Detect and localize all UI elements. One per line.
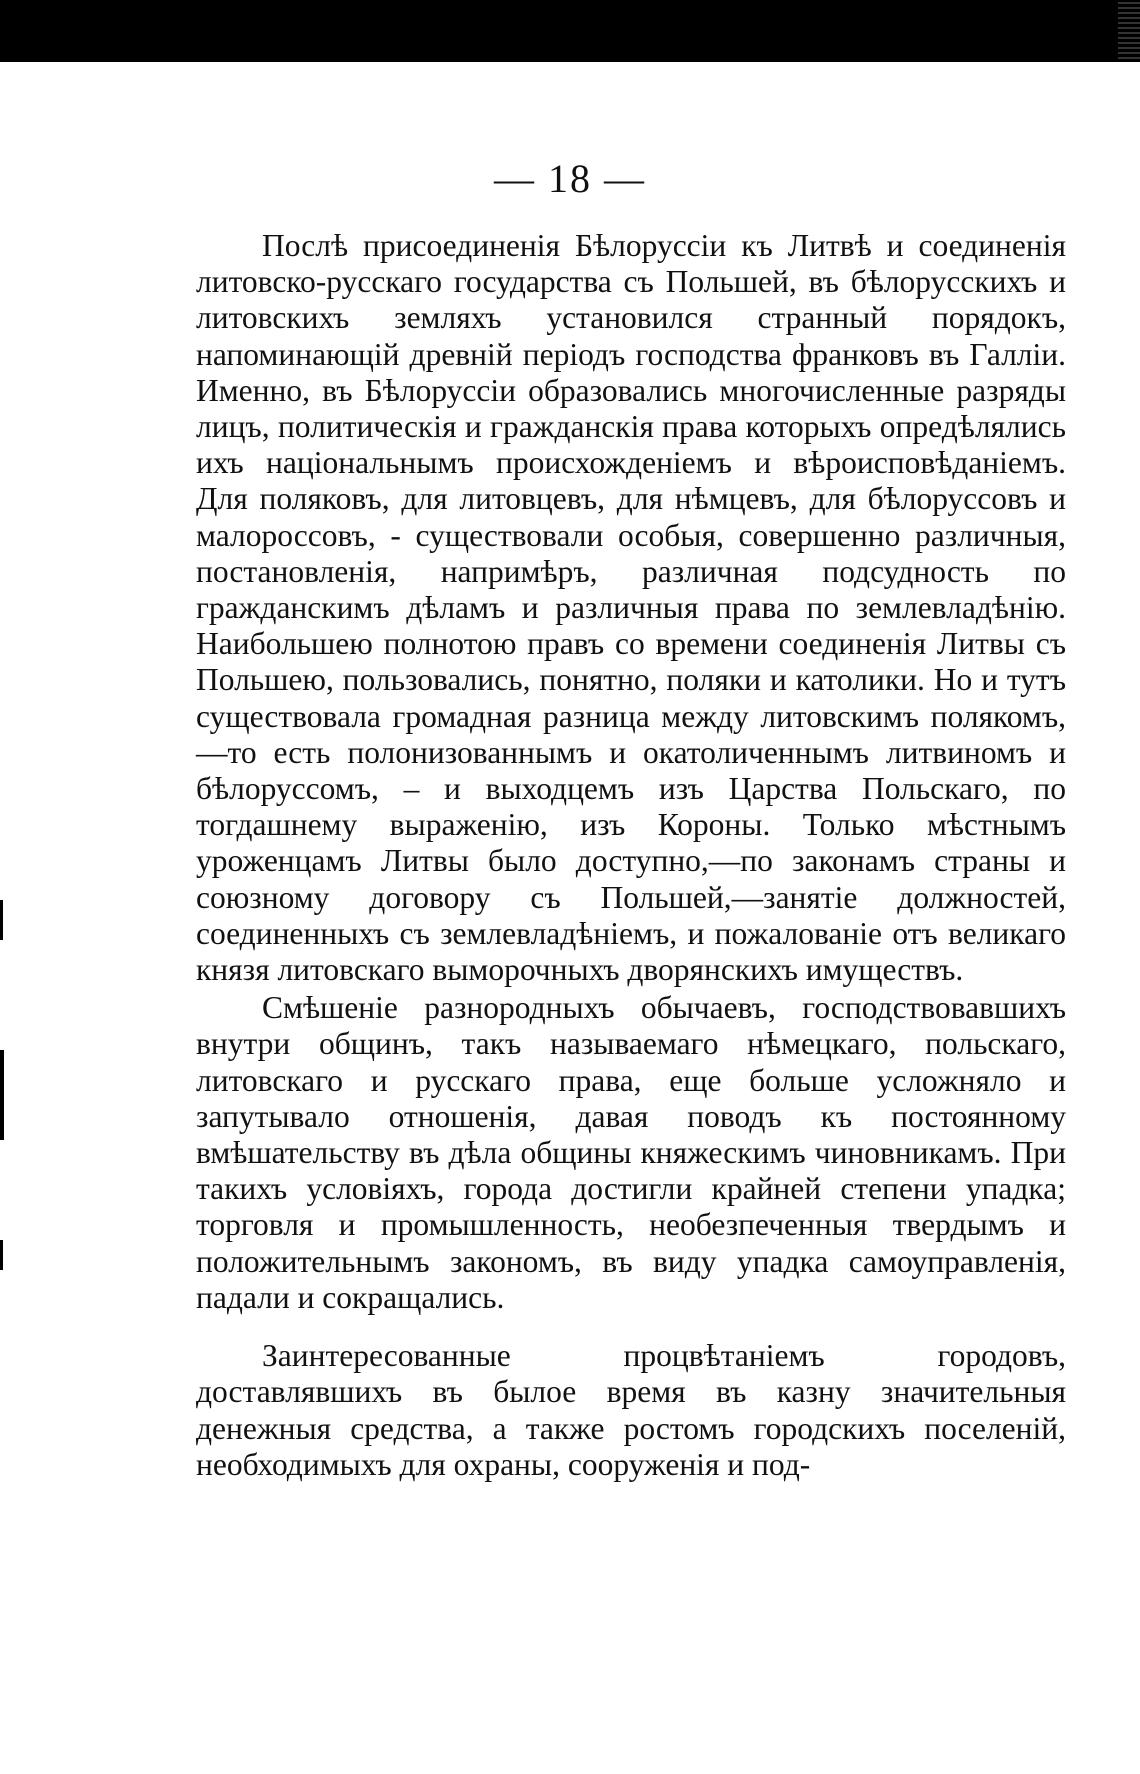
page-number: — 18 — (494, 156, 646, 201)
scan-edge-artifact (1118, 0, 1140, 62)
scan-margin-mark (0, 1240, 3, 1270)
paragraph-3: Заинтересованные процвѣтаніемъ городовъ, доставлявшихъ въ былое время въ казну значительныя денежныя средства, а также ростомъ городскихъ поселеній, необходимыхъ для охраны, сооруженія и под- (196, 1338, 1066, 1482)
body-text (196, 228, 1066, 1483)
scan-margin-mark (0, 1050, 4, 1140)
scan-top-border (0, 0, 1140, 62)
paragraph-2: Смѣшеніе разнородныхъ обычаевъ, господствовавшихъ внутри общинъ, такъ называемаго нѣмецкаго, польскаго, литовскаго и русскаго права, еще больше усложняло и запутывало отношенія, давая поводъ къ постоянному вмѣшательству въ дѣла общины княжескимъ чиновникамъ. При такихъ условіяхъ, города достигли крайней степени упадка; торговля и промышленность, необезпеченныя твердымъ и положительнымъ закономъ, въ виду упадка самоуправленія, падали и сокращались. (196, 990, 1066, 1315)
scan-margin-mark (0, 900, 3, 940)
paragraph-1: Послѣ присоединенія Бѣлоруссіи къ Литвѣ и соединенія литовско-русскаго государства съ Польшей, въ бѣлорусскихъ и литовскихъ земляхъ установился странный порядокъ, напоминающій древній періодъ господства франковъ въ Галліи. Именно, въ Бѣлоруссіи образовались многочисленные разряды лицъ, политическія и гражданскія права которыхъ опредѣлялись ихъ національнымъ происхожденіемъ и вѣроисповѣданіемъ. Для поляковъ, для литовцевъ, для нѣмцевъ, для бѣлоруссовъ и малороссовъ, - существовали особыя, совершенно различныя, постановленія, напримѣръ, различная подсудность по гражданскимъ дѣламъ и различныя права по землевладѣнію. Наибольшею полнотою правъ со времени соединенія Литвы съ Польшею, пользовались, понятно, поляки и католики. Но и тутъ существовала громадная разница между литовскимъ полякомъ,—то есть полонизованнымъ и окатоличеннымъ литвиномъ и бѣлоруссомъ, – и выходцемъ изъ Царства Польскаго, по тогдашнему выраженію, изъ Короны. Только мѣстнымъ уроженцамъ Литвы было доступно,—по законамъ страны и союзному договору съ Польшей,—занятіе должностей, соединенныхъ съ землевладѣніемъ, и пожалованіе отъ великаго князя литовскаго выморочныхъ дворянскихъ имуществъ. (196, 228, 1066, 988)
